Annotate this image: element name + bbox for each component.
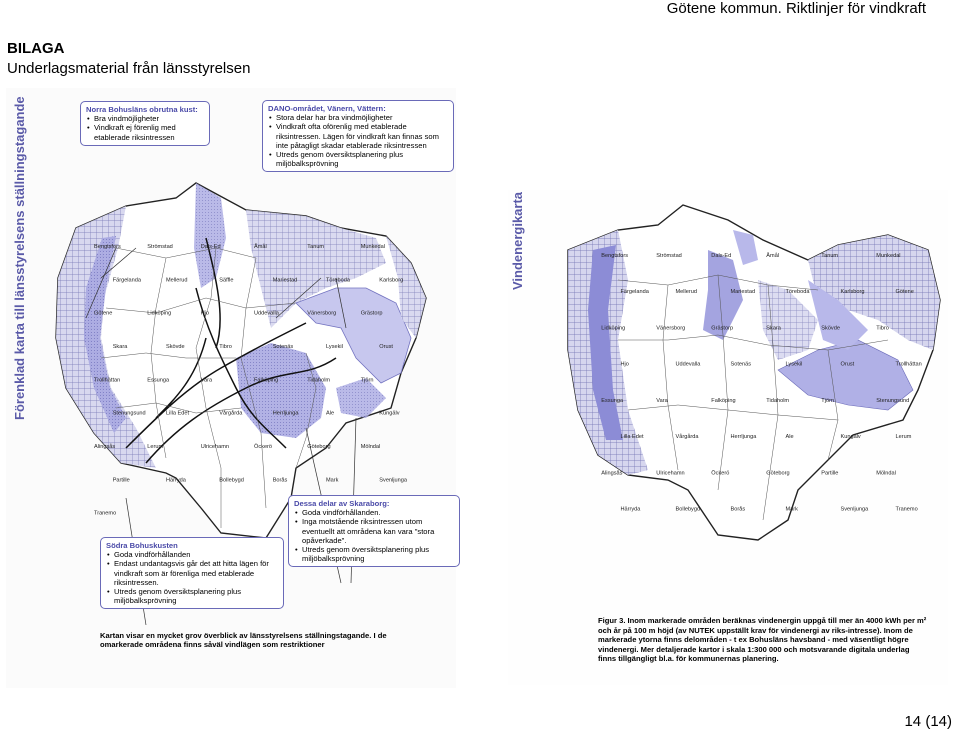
callout-norra-title: Norra Bohusläns obrutna kust: [86, 105, 198, 114]
place-label: Essunga [147, 377, 170, 384]
place-label: Bengtsfors [601, 252, 629, 259]
callout-dano-title: DANO-området, Vänern, Vättern: [268, 104, 386, 113]
place-label: Bollebygd [219, 477, 244, 484]
place-label: Mariestad [730, 289, 756, 295]
place-label: Svenljunga [379, 477, 407, 484]
callout-item: • Goda vindförhållanden [114, 550, 278, 559]
place-label: Kungälv [379, 410, 400, 417]
place-label: Bengtsfors [94, 244, 121, 250]
callout-item: • Inga motstående riksintressen utom eventuellt att områdena kan vara "stora opåverkade". [302, 517, 454, 545]
place-label: Strömstad [147, 244, 173, 250]
place-label: Skara [766, 325, 781, 332]
place-label: Bollebygd [675, 506, 701, 513]
place-label: Lerum [895, 434, 912, 440]
place-label: Mölndal [360, 444, 381, 450]
left-map-caption: Kartan visar en mycket grov överblick av länsstyrelsens ställningstagande. I de omarkerade områdena finns såväl vindlägen som restriktioner [100, 631, 387, 650]
place-label: Färgelanda [112, 277, 142, 284]
place-label: Hjo [620, 361, 629, 368]
callout-norra-bohuslan [80, 101, 210, 146]
callout-item: • Goda vindförhållanden. [302, 508, 454, 517]
place-label: Lysekil [785, 361, 803, 368]
place-label: Vara [200, 377, 213, 384]
place-label: Ulricehamn [656, 470, 685, 477]
place-label: Alingsås [94, 444, 116, 450]
place-label: Tibro [876, 325, 889, 332]
place-label: Tidaholm [766, 397, 790, 404]
place-label: Alingsås [601, 470, 623, 477]
place-label: Säffle [219, 277, 234, 284]
place-label: Mark [326, 477, 339, 484]
header-document-title: Götene kommun. Riktlinjer för vindkraft [666, 0, 926, 17]
place-label: Härryda [166, 477, 186, 484]
place-label: Munkedal [876, 252, 901, 259]
bilaga-heading: BILAGA [7, 40, 65, 57]
place-label: Karlsborg [379, 277, 404, 284]
place-label: Trollhättan [94, 377, 121, 384]
place-label: Borås [730, 506, 746, 513]
place-label: Uddevalla [675, 361, 701, 368]
callout-item: • Bra vindmöjligheter [94, 114, 204, 123]
place-label: Töreboda [326, 277, 350, 284]
place-label: Orust [379, 344, 393, 350]
place-label: Öckerö [254, 444, 273, 450]
place-label: Hjo [200, 310, 210, 317]
place-label: Öckerö [711, 470, 730, 477]
place-label: Lilla Edet [166, 410, 190, 417]
place-label: Härryda [620, 506, 641, 513]
place-label: Göteborg [307, 444, 331, 450]
place-label: Lerum [147, 444, 164, 450]
place-label: Åmål [766, 252, 780, 259]
subtitle-heading: Underlagsmaterial från länsstyrelsen [7, 60, 251, 77]
place-label: Sotenäs [272, 344, 294, 350]
place-label: Orust [840, 361, 855, 368]
place-label: Mölndal [876, 470, 896, 477]
place-label: Sotenäs [730, 361, 752, 368]
place-label: Lidköping [601, 325, 626, 332]
left-map-vertical-title: Förenklad karta till länsstyrelsens ställningstagande [12, 96, 27, 420]
place-label: Essunga [601, 397, 624, 404]
callout-item: • Utreds genom översiktsplanering plus miljöbalksprövning [276, 150, 448, 168]
place-label: Stenungsund [876, 397, 910, 404]
place-label: Munkedal [360, 244, 385, 250]
callout-dano [262, 100, 454, 172]
place-label: Åmål [254, 244, 267, 250]
callout-skaraborg [288, 495, 460, 567]
place-label: Göteborg [766, 470, 790, 477]
place-label: Götene [895, 289, 914, 295]
callout-item: • Utreds genom översiktsplanering plus miljöbalksprövning [302, 545, 454, 563]
place-label: Uddevalla [254, 310, 279, 317]
place-label: Ale [785, 434, 794, 440]
page-number: 14 (14) [904, 713, 952, 730]
place-label: Lysekil [326, 344, 343, 350]
place-label: Lilla Edet [620, 434, 644, 440]
place-label: Dals-Ed [711, 252, 732, 259]
place-label: Skövde [166, 344, 185, 350]
place-label: Partille [821, 470, 839, 477]
callout-item: • Vindkraft ofta oförenlig med etablerade riksintressen. Lägen för vindkraft kan finnas som inte påtagligt skadar etablerade riksintressen [276, 122, 448, 150]
place-label: Grästorp [711, 325, 734, 332]
right-map-caption: Figur 3. Inom markerade områden beräknas vindenergin uppgå till mer än 4000 kWh per m² och år på 100 m höjd (av NUTEK uppställt krav för vindenergi av riks-intresse). Inom de markerade ytorna finns delområden - t ex Bohusläns havsband - med väsentligt högre vindenergi. Mer detaljerade kartor i skala 1:300 000 och motsvarande digitala underlag finns tillgängligt bl.a. för kommunernas planering. [598, 616, 927, 664]
place-label: Karlsborg [840, 289, 865, 295]
place-label: Herrljunga [730, 434, 757, 440]
place-label: Falköping [254, 377, 279, 384]
place-label: Färgelanda [620, 289, 649, 295]
place-label: Ulricehamn [200, 444, 229, 450]
place-label: Vänersborg [656, 325, 686, 332]
place-label: Trollhättan [895, 361, 922, 368]
place-label: Götene [94, 310, 113, 317]
place-label: Strömstad [656, 252, 682, 259]
place-label: Tanum [821, 252, 839, 259]
place-label: Skara [112, 344, 128, 350]
place-label: Svenljunga [840, 506, 869, 513]
place-label: Stenungsund [112, 410, 146, 417]
callout-item: • Endast undantagsvis går det att hitta lägen för vindkraft som är förenliga med etablerade riksintressen. [114, 559, 278, 587]
place-label: Kungälv [840, 434, 861, 440]
place-label: Tibro [219, 344, 232, 350]
place-label: Mellerud [675, 289, 697, 295]
place-label: Grästorp [360, 310, 383, 317]
place-label: Töreboda [785, 289, 810, 295]
place-label: Mark [785, 506, 798, 513]
callout-sodra-title: Södra Bohuskusten [106, 541, 178, 550]
place-label: Tidaholm [307, 377, 331, 384]
place-label: Borås [272, 477, 288, 484]
place-label: Ale [326, 410, 335, 417]
place-label: Tanum [307, 244, 325, 250]
place-label: Tjörn [821, 397, 835, 404]
place-label: Vara [656, 397, 668, 404]
place-label: Partille [112, 477, 130, 484]
callout-skara-title: Dessa delar av Skaraborg: [294, 499, 390, 508]
right-map-vertical-title: Vindenergikarta [510, 191, 525, 290]
place-label: Tranemo [895, 506, 918, 513]
place-label: Dals-Ed [200, 244, 221, 250]
place-label: Mellerud [166, 277, 188, 284]
place-label: Mariestad [272, 277, 298, 284]
place-label: Tranemo [94, 510, 117, 517]
place-label: Skövde [821, 325, 840, 332]
place-label: Vänersborg [307, 310, 337, 317]
right-map-graphic [508, 190, 948, 610]
callout-item: • Stora delar har bra vindmöjligheter [276, 113, 448, 122]
place-label: Lidköping [147, 310, 172, 317]
place-label: Herrljunga [272, 410, 299, 417]
callout-item: • Utreds genom översiktsplanering plus miljöbalksprövning [114, 587, 278, 605]
callout-item: • Vindkraft ej förenlig med etablerade riksintressen [94, 123, 204, 141]
place-label: Vårgårda [219, 410, 243, 417]
callout-sodra-bohuskusten [100, 537, 284, 609]
place-label: Falköping [711, 397, 736, 404]
place-label: Tjörn [360, 377, 374, 384]
place-label: Vårgårda [675, 434, 699, 440]
